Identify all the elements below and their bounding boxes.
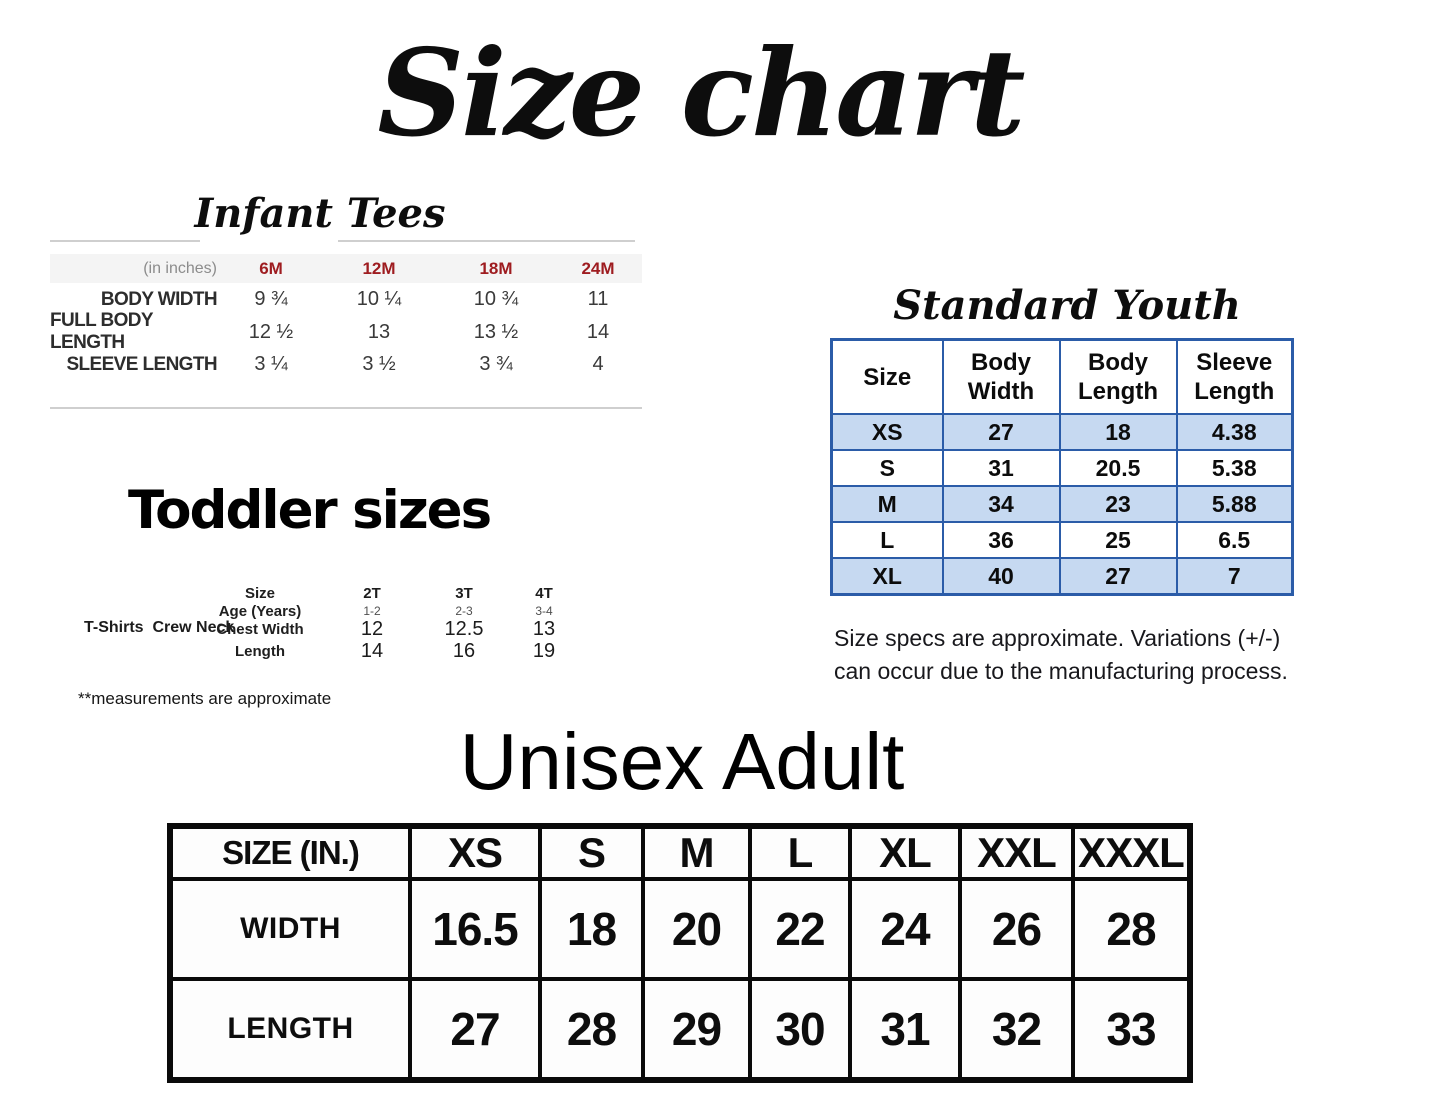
toddler-row-label: Chest Width — [216, 621, 304, 638]
adult-col-header: XS — [410, 826, 540, 879]
adult-row-label: WIDTH — [170, 879, 410, 979]
infant-sizes-table — [50, 254, 642, 381]
youth-col-header: Sleeve Length — [1177, 340, 1293, 415]
toddler-cell: 12.5 — [444, 618, 484, 640]
toddler-row-label: Length — [235, 642, 285, 660]
adult-col-header: XL — [850, 826, 960, 879]
adult-row — [170, 979, 1190, 1080]
infant-unit-label: (in inches) — [50, 254, 222, 283]
toddler-cell: 1-2 — [363, 604, 381, 618]
adult-cell: 18 — [540, 879, 643, 979]
infant-row-label: BODY WIDTH — [100, 288, 217, 310]
adult-cell: 28 — [1073, 879, 1190, 979]
adult-col-header: M — [643, 826, 750, 879]
toddler-cell: 4T — [535, 585, 553, 602]
adult-cell: 16.5 — [410, 879, 540, 979]
toddler-cell: 14 — [360, 639, 384, 662]
adult-header-row — [170, 826, 1190, 879]
youth-section-title: Standard Youth — [893, 282, 1241, 329]
adult-cell: 20 — [643, 879, 750, 979]
youth-cell: 25 — [1060, 522, 1177, 558]
youth-cell: 20.5 — [1060, 450, 1177, 486]
toddler-cell: 19 — [532, 639, 556, 662]
adult-cell: 26 — [960, 879, 1073, 979]
infant-cell: 4 — [592, 353, 604, 375]
youth-cell: 6.5 — [1177, 522, 1293, 558]
infant-cell: 9 ¾ — [254, 288, 288, 310]
youth-size-cell: L — [832, 522, 943, 558]
youth-size-cell: M — [832, 486, 943, 522]
youth-cell: 7 — [1177, 558, 1293, 595]
infant-col-header: 12M — [320, 254, 438, 283]
infant-cell: 11 — [587, 288, 609, 310]
toddler-cell: 2-3 — [455, 604, 473, 618]
page-title: Size chart — [377, 23, 1023, 164]
toddler-sizes-table — [200, 584, 584, 662]
toddler-row-label: Age (Years) — [218, 602, 302, 620]
infant-col-header: 24M — [554, 254, 642, 283]
adult-cell: 31 — [850, 979, 960, 1080]
infant-row-label: FULL BODY LENGTH — [50, 310, 153, 353]
youth-note-line1: Size specs are approximate. Variations (+/-) — [834, 625, 1281, 651]
adult-col-header: XXL — [960, 826, 1073, 879]
youth-cell: 23 — [1060, 486, 1177, 522]
toddler-section-title: Toddler sizes — [128, 480, 491, 541]
toddler-cell: 16 — [452, 639, 476, 662]
youth-col-header: Size — [832, 340, 943, 415]
youth-size-cell: S — [832, 450, 943, 486]
infant-cell: 10 ¼ — [356, 288, 402, 310]
youth-cell: 34 — [943, 486, 1060, 522]
youth-row — [832, 522, 1293, 558]
infant-row-label: SLEEVE LENGTH — [66, 353, 217, 375]
youth-header-row — [832, 340, 1293, 415]
youth-cell: 18 — [1060, 414, 1177, 450]
infant-cell: 14 — [586, 320, 610, 343]
youth-row — [832, 558, 1293, 595]
adult-col-header: S — [540, 826, 643, 879]
infant-cell: 3 ¾ — [479, 353, 513, 375]
adult-col-header: XXXL — [1073, 826, 1190, 879]
adult-row — [170, 879, 1190, 979]
youth-col-header: Body Length — [1060, 340, 1177, 415]
youth-note — [834, 622, 1288, 688]
toddler-cell: 13 — [532, 618, 556, 640]
adult-section-title: Unisex Adult — [459, 717, 905, 806]
toddler-footnote: **measurements are approximate — [78, 689, 332, 708]
toddler-row-label: Size — [244, 585, 275, 602]
adult-cell: 32 — [960, 979, 1073, 1080]
youth-row — [832, 450, 1293, 486]
infant-cell: 10 ¾ — [473, 288, 519, 310]
adult-cell: 22 — [750, 879, 850, 979]
adult-cell: 24 — [850, 879, 960, 979]
adult-cell: 30 — [750, 979, 850, 1080]
youth-cell: 36 — [943, 522, 1060, 558]
youth-cell: 27 — [1060, 558, 1177, 595]
adult-sizes-table — [167, 823, 1193, 1083]
divider-line — [50, 407, 642, 409]
divider-line — [50, 240, 200, 242]
infant-section-title: Infant Tees — [194, 190, 446, 237]
adult-cell: 29 — [643, 979, 750, 1080]
youth-cell: 40 — [943, 558, 1060, 595]
divider-line — [338, 240, 635, 242]
toddler-side-label: T-Shirts Crew Neck — [84, 619, 235, 636]
youth-cell: 31 — [943, 450, 1060, 486]
toddler-cell: 2T — [363, 585, 381, 602]
youth-cell: 4.38 — [1177, 414, 1293, 450]
adult-cell: 27 — [410, 979, 540, 1080]
adult-col-header: SIZE (IN.) — [170, 826, 410, 879]
infant-cell: 13 — [367, 320, 391, 343]
youth-col-header: Body Width — [943, 340, 1060, 415]
infant-col-header: 6M — [222, 254, 320, 283]
toddler-cell: 12 — [360, 618, 384, 640]
infant-cell: 3 ¼ — [254, 353, 288, 375]
toddler-cell: 3T — [455, 585, 473, 602]
infant-col-header: 18M — [438, 254, 554, 283]
infant-cell: 13 ½ — [473, 320, 519, 343]
youth-sizes-table — [830, 338, 1294, 596]
infant-cell: 3 ½ — [362, 353, 396, 375]
toddler-cell: 3-4 — [535, 604, 553, 618]
youth-cell: 5.88 — [1177, 486, 1293, 522]
adult-col-header: L — [750, 826, 850, 879]
youth-row — [832, 414, 1293, 450]
adult-row-label: LENGTH — [170, 979, 410, 1080]
adult-cell: 33 — [1073, 979, 1190, 1080]
youth-cell: 27 — [943, 414, 1060, 450]
youth-size-cell: XS — [832, 414, 943, 450]
youth-row — [832, 486, 1293, 522]
adult-cell: 28 — [540, 979, 643, 1080]
youth-cell: 5.38 — [1177, 450, 1293, 486]
infant-cell: 12 ½ — [248, 320, 294, 343]
youth-size-cell: XL — [832, 558, 943, 595]
youth-note-line2: can occur due to the manufacturing process. — [834, 658, 1288, 684]
